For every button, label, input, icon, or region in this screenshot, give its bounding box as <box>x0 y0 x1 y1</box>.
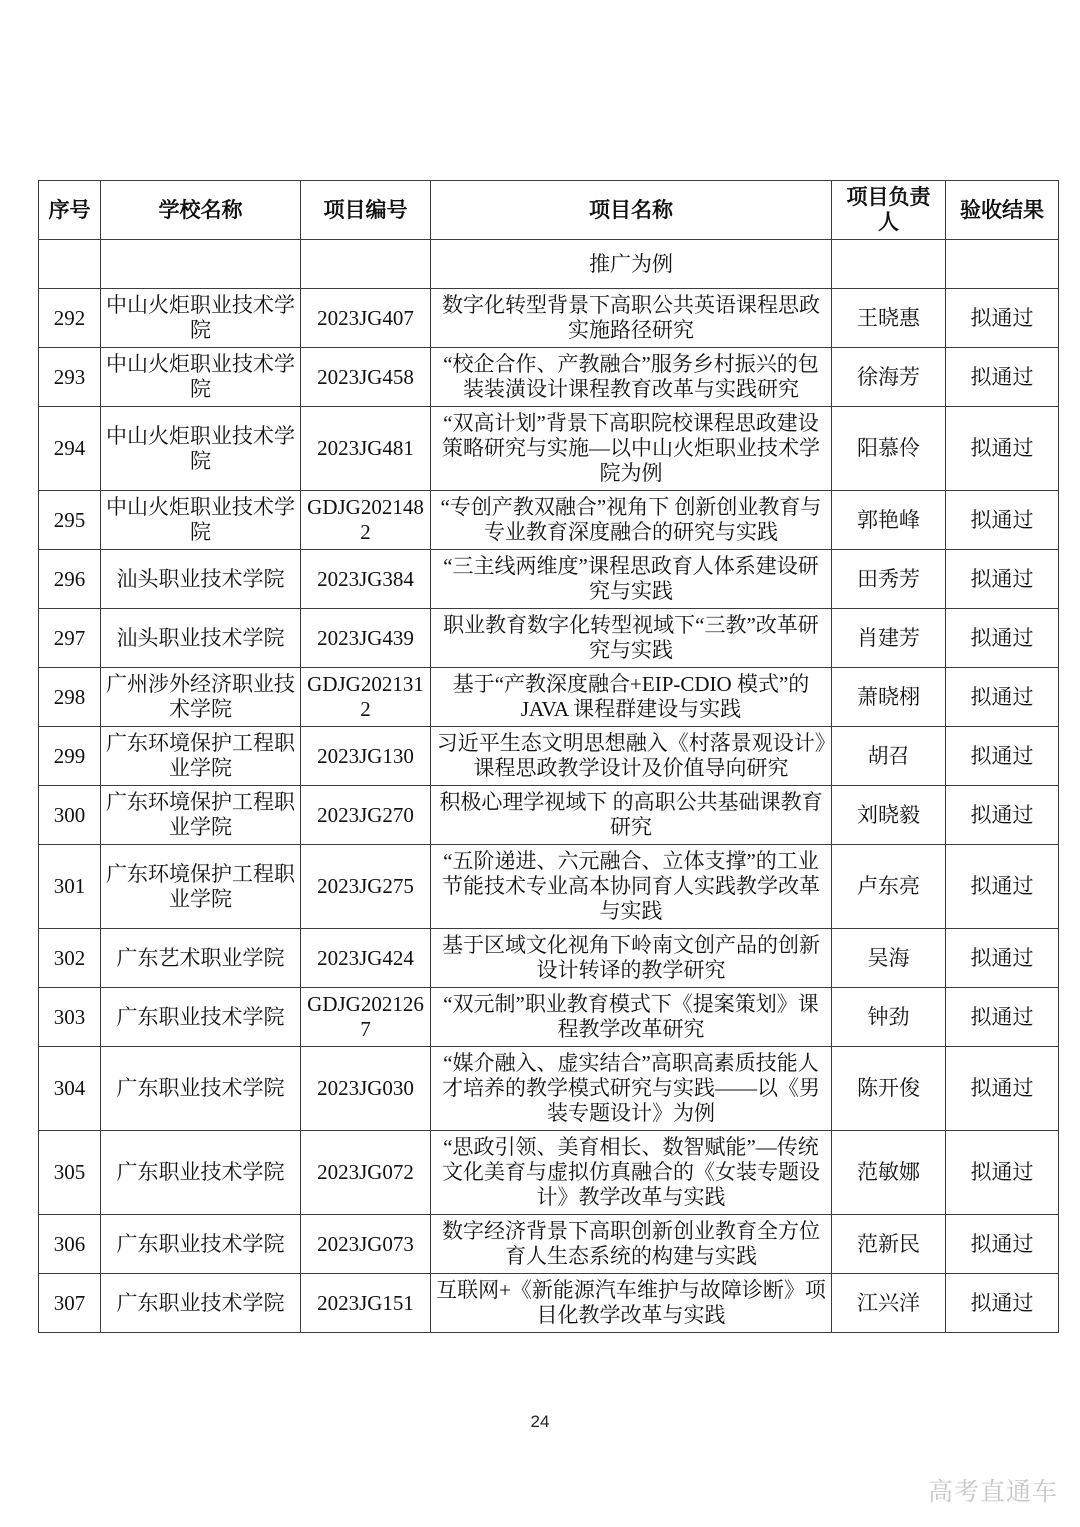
cell-code: 2023JG073 <box>301 1215 431 1274</box>
cell-serial: 297 <box>39 609 101 668</box>
cell-code: 2023JG072 <box>301 1131 431 1215</box>
table-row <box>39 786 1059 845</box>
cell-school: 广东环境保护工程职业学院 <box>101 786 301 845</box>
cell-result <box>946 240 1059 289</box>
cell-serial <box>39 240 101 289</box>
cell-school: 广东职业技术学院 <box>101 1047 301 1131</box>
cell-serial: 298 <box>39 668 101 727</box>
cell-title: “校企合作、产教融合”服务乡村振兴的包装装潢设计课程教育改革与实践研究 <box>431 348 832 407</box>
table-row <box>39 240 1059 289</box>
cell-leader: 郭艳峰 <box>832 491 946 550</box>
cell-leader: 江兴洋 <box>832 1274 946 1333</box>
cell-title: 职业教育数字化转型视域下“三教”改革研究与实践 <box>431 609 832 668</box>
cell-result: 拟通过 <box>946 668 1059 727</box>
cell-school: 广东艺术职业学院 <box>101 929 301 988</box>
header-serial: 序号 <box>39 181 101 240</box>
table-body <box>39 240 1059 1333</box>
table-row <box>39 550 1059 609</box>
table-row <box>39 668 1059 727</box>
cell-leader: 王晓惠 <box>832 289 946 348</box>
table-row <box>39 407 1059 491</box>
header-row <box>39 181 1059 240</box>
cell-school: 广东职业技术学院 <box>101 988 301 1047</box>
cell-leader: 刘晓毅 <box>832 786 946 845</box>
cell-school: 广东职业技术学院 <box>101 1274 301 1333</box>
cell-school: 中山火炬职业技术学院 <box>101 407 301 491</box>
cell-result: 拟通过 <box>946 550 1059 609</box>
cell-result: 拟通过 <box>946 491 1059 550</box>
cell-serial: 294 <box>39 407 101 491</box>
cell-school: 广东职业技术学院 <box>101 1131 301 1215</box>
header-project-code: 项目编号 <box>301 181 431 240</box>
cell-leader: 范敏娜 <box>832 1131 946 1215</box>
cell-leader: 钟劲 <box>832 988 946 1047</box>
cell-school: 汕头职业技术学院 <box>101 609 301 668</box>
cell-school: 汕头职业技术学院 <box>101 550 301 609</box>
cell-code: 2023JG275 <box>301 845 431 929</box>
cell-serial: 305 <box>39 1131 101 1215</box>
table-row <box>39 348 1059 407</box>
table-row <box>39 289 1059 348</box>
cell-title: “双高计划”背景下高职院校课程思政建设策略研究与实施—以中山火炬职业技术学院为例 <box>431 407 832 491</box>
cell-code: 2023JG151 <box>301 1274 431 1333</box>
cell-result: 拟通过 <box>946 289 1059 348</box>
table-row <box>39 727 1059 786</box>
header-project-leader: 项目负责人 <box>832 181 946 240</box>
cell-code: 2023JG481 <box>301 407 431 491</box>
cell-code: 2023JG458 <box>301 348 431 407</box>
cell-title: “三主线两维度”课程思政育人体系建设研究与实践 <box>431 550 832 609</box>
cell-code: 2023JG439 <box>301 609 431 668</box>
table-row <box>39 1131 1059 1215</box>
cell-school: 广州涉外经济职业技术学院 <box>101 668 301 727</box>
cell-result: 拟通过 <box>946 845 1059 929</box>
cell-serial: 300 <box>39 786 101 845</box>
cell-serial: 302 <box>39 929 101 988</box>
cell-result: 拟通过 <box>946 929 1059 988</box>
cell-leader: 卢东亮 <box>832 845 946 929</box>
cell-title: 积极心理学视域下 的高职公共基础课教育研究 <box>431 786 832 845</box>
cell-code: GDJG2021312 <box>301 668 431 727</box>
cell-result: 拟通过 <box>946 407 1059 491</box>
header-school-name: 学校名称 <box>101 181 301 240</box>
cell-title: 互联网+《新能源汽车维护与故障诊断》项目化教学改革与实践 <box>431 1274 832 1333</box>
cell-code: 2023JG130 <box>301 727 431 786</box>
cell-serial: 307 <box>39 1274 101 1333</box>
cell-title: “五阶递进、六元融合、立体支撑”的工业节能技术专业高本协同育人实践教学改革与实践 <box>431 845 832 929</box>
cell-code: 2023JG270 <box>301 786 431 845</box>
cell-leader <box>832 240 946 289</box>
cell-leader: 徐海芳 <box>832 348 946 407</box>
cell-title: “双元制”职业教育模式下《提案策划》课程教学改革研究 <box>431 988 832 1047</box>
cell-serial: 295 <box>39 491 101 550</box>
cell-serial: 296 <box>39 550 101 609</box>
table-row <box>39 1215 1059 1274</box>
cell-leader: 萧晓栩 <box>832 668 946 727</box>
cell-leader: 肖建芳 <box>832 609 946 668</box>
table-row <box>39 491 1059 550</box>
table-row <box>39 609 1059 668</box>
cell-title: 习近平生态文明思想融入《村落景观设计》课程思政教学设计及价值导向研究 <box>431 727 832 786</box>
cell-result: 拟通过 <box>946 1215 1059 1274</box>
cell-leader: 吴海 <box>832 929 946 988</box>
cell-code: GDJG2021482 <box>301 491 431 550</box>
cell-title: 基于“产教深度融合+EIP-CDIO 模式”的 JAVA 课程群建设与实践 <box>431 668 832 727</box>
cell-leader: 胡召 <box>832 727 946 786</box>
cell-result: 拟通过 <box>946 727 1059 786</box>
table-row <box>39 929 1059 988</box>
cell-result: 拟通过 <box>946 609 1059 668</box>
cell-serial: 299 <box>39 727 101 786</box>
cell-school: 广东职业技术学院 <box>101 1215 301 1274</box>
cell-result: 拟通过 <box>946 1274 1059 1333</box>
cell-serial: 293 <box>39 348 101 407</box>
cell-serial: 301 <box>39 845 101 929</box>
cell-leader: 陈开俊 <box>832 1047 946 1131</box>
header-project-title: 项目名称 <box>431 181 832 240</box>
cell-serial: 292 <box>39 289 101 348</box>
cell-title: 数字经济背景下高职创新创业教育全方位育人生态系统的构建与实践 <box>431 1215 832 1274</box>
cell-leader: 田秀芳 <box>832 550 946 609</box>
table-row <box>39 988 1059 1047</box>
cell-school: 中山火炬职业技术学院 <box>101 348 301 407</box>
cell-code: 2023JG407 <box>301 289 431 348</box>
cell-title: “专创产教双融合”视角下 创新创业教育与专业教育深度融合的研究与实践 <box>431 491 832 550</box>
acceptance-results-table <box>38 180 1059 1333</box>
cell-title: “媒介融入、虚实结合”高职高素质技能人才培养的教学模式研究与实践——以《男装专题设计》为例 <box>431 1047 832 1131</box>
cell-school: 广东环境保护工程职业学院 <box>101 845 301 929</box>
cell-title: “思政引领、美育相长、数智赋能”—传统文化美育与虚拟仿真融合的《女装专题设计》教学改革与实践 <box>431 1131 832 1215</box>
cell-result: 拟通过 <box>946 348 1059 407</box>
cell-serial: 303 <box>39 988 101 1047</box>
cell-result: 拟通过 <box>946 1131 1059 1215</box>
table-header <box>39 181 1059 240</box>
cell-title: 基于区域文化视角下岭南文创产品的创新设计转译的教学研究 <box>431 929 832 988</box>
cell-code: GDJG2021267 <box>301 988 431 1047</box>
cell-leader: 阳慕伶 <box>832 407 946 491</box>
header-acceptance-result: 验收结果 <box>946 181 1059 240</box>
cell-school: 中山火炬职业技术学院 <box>101 491 301 550</box>
cell-code: 2023JG424 <box>301 929 431 988</box>
table-row <box>39 1274 1059 1333</box>
cell-code: 2023JG030 <box>301 1047 431 1131</box>
cell-title: 数字化转型背景下高职公共英语课程思政实施路径研究 <box>431 289 832 348</box>
cell-serial: 306 <box>39 1215 101 1274</box>
cell-school <box>101 240 301 289</box>
cell-school: 中山火炬职业技术学院 <box>101 289 301 348</box>
cell-result: 拟通过 <box>946 786 1059 845</box>
cell-code: 2023JG384 <box>301 550 431 609</box>
cell-serial: 304 <box>39 1047 101 1131</box>
table-row <box>39 1047 1059 1131</box>
cell-result: 拟通过 <box>946 1047 1059 1131</box>
cell-school: 广东环境保护工程职业学院 <box>101 727 301 786</box>
cell-code <box>301 240 431 289</box>
cell-leader: 范新民 <box>832 1215 946 1274</box>
page-number: 24 <box>530 1412 550 1431</box>
table-row <box>39 845 1059 929</box>
cell-title: 推广为例 <box>431 240 832 289</box>
watermark-text: 高考直通车 <box>927 1478 1058 1506</box>
cell-result: 拟通过 <box>946 988 1059 1047</box>
